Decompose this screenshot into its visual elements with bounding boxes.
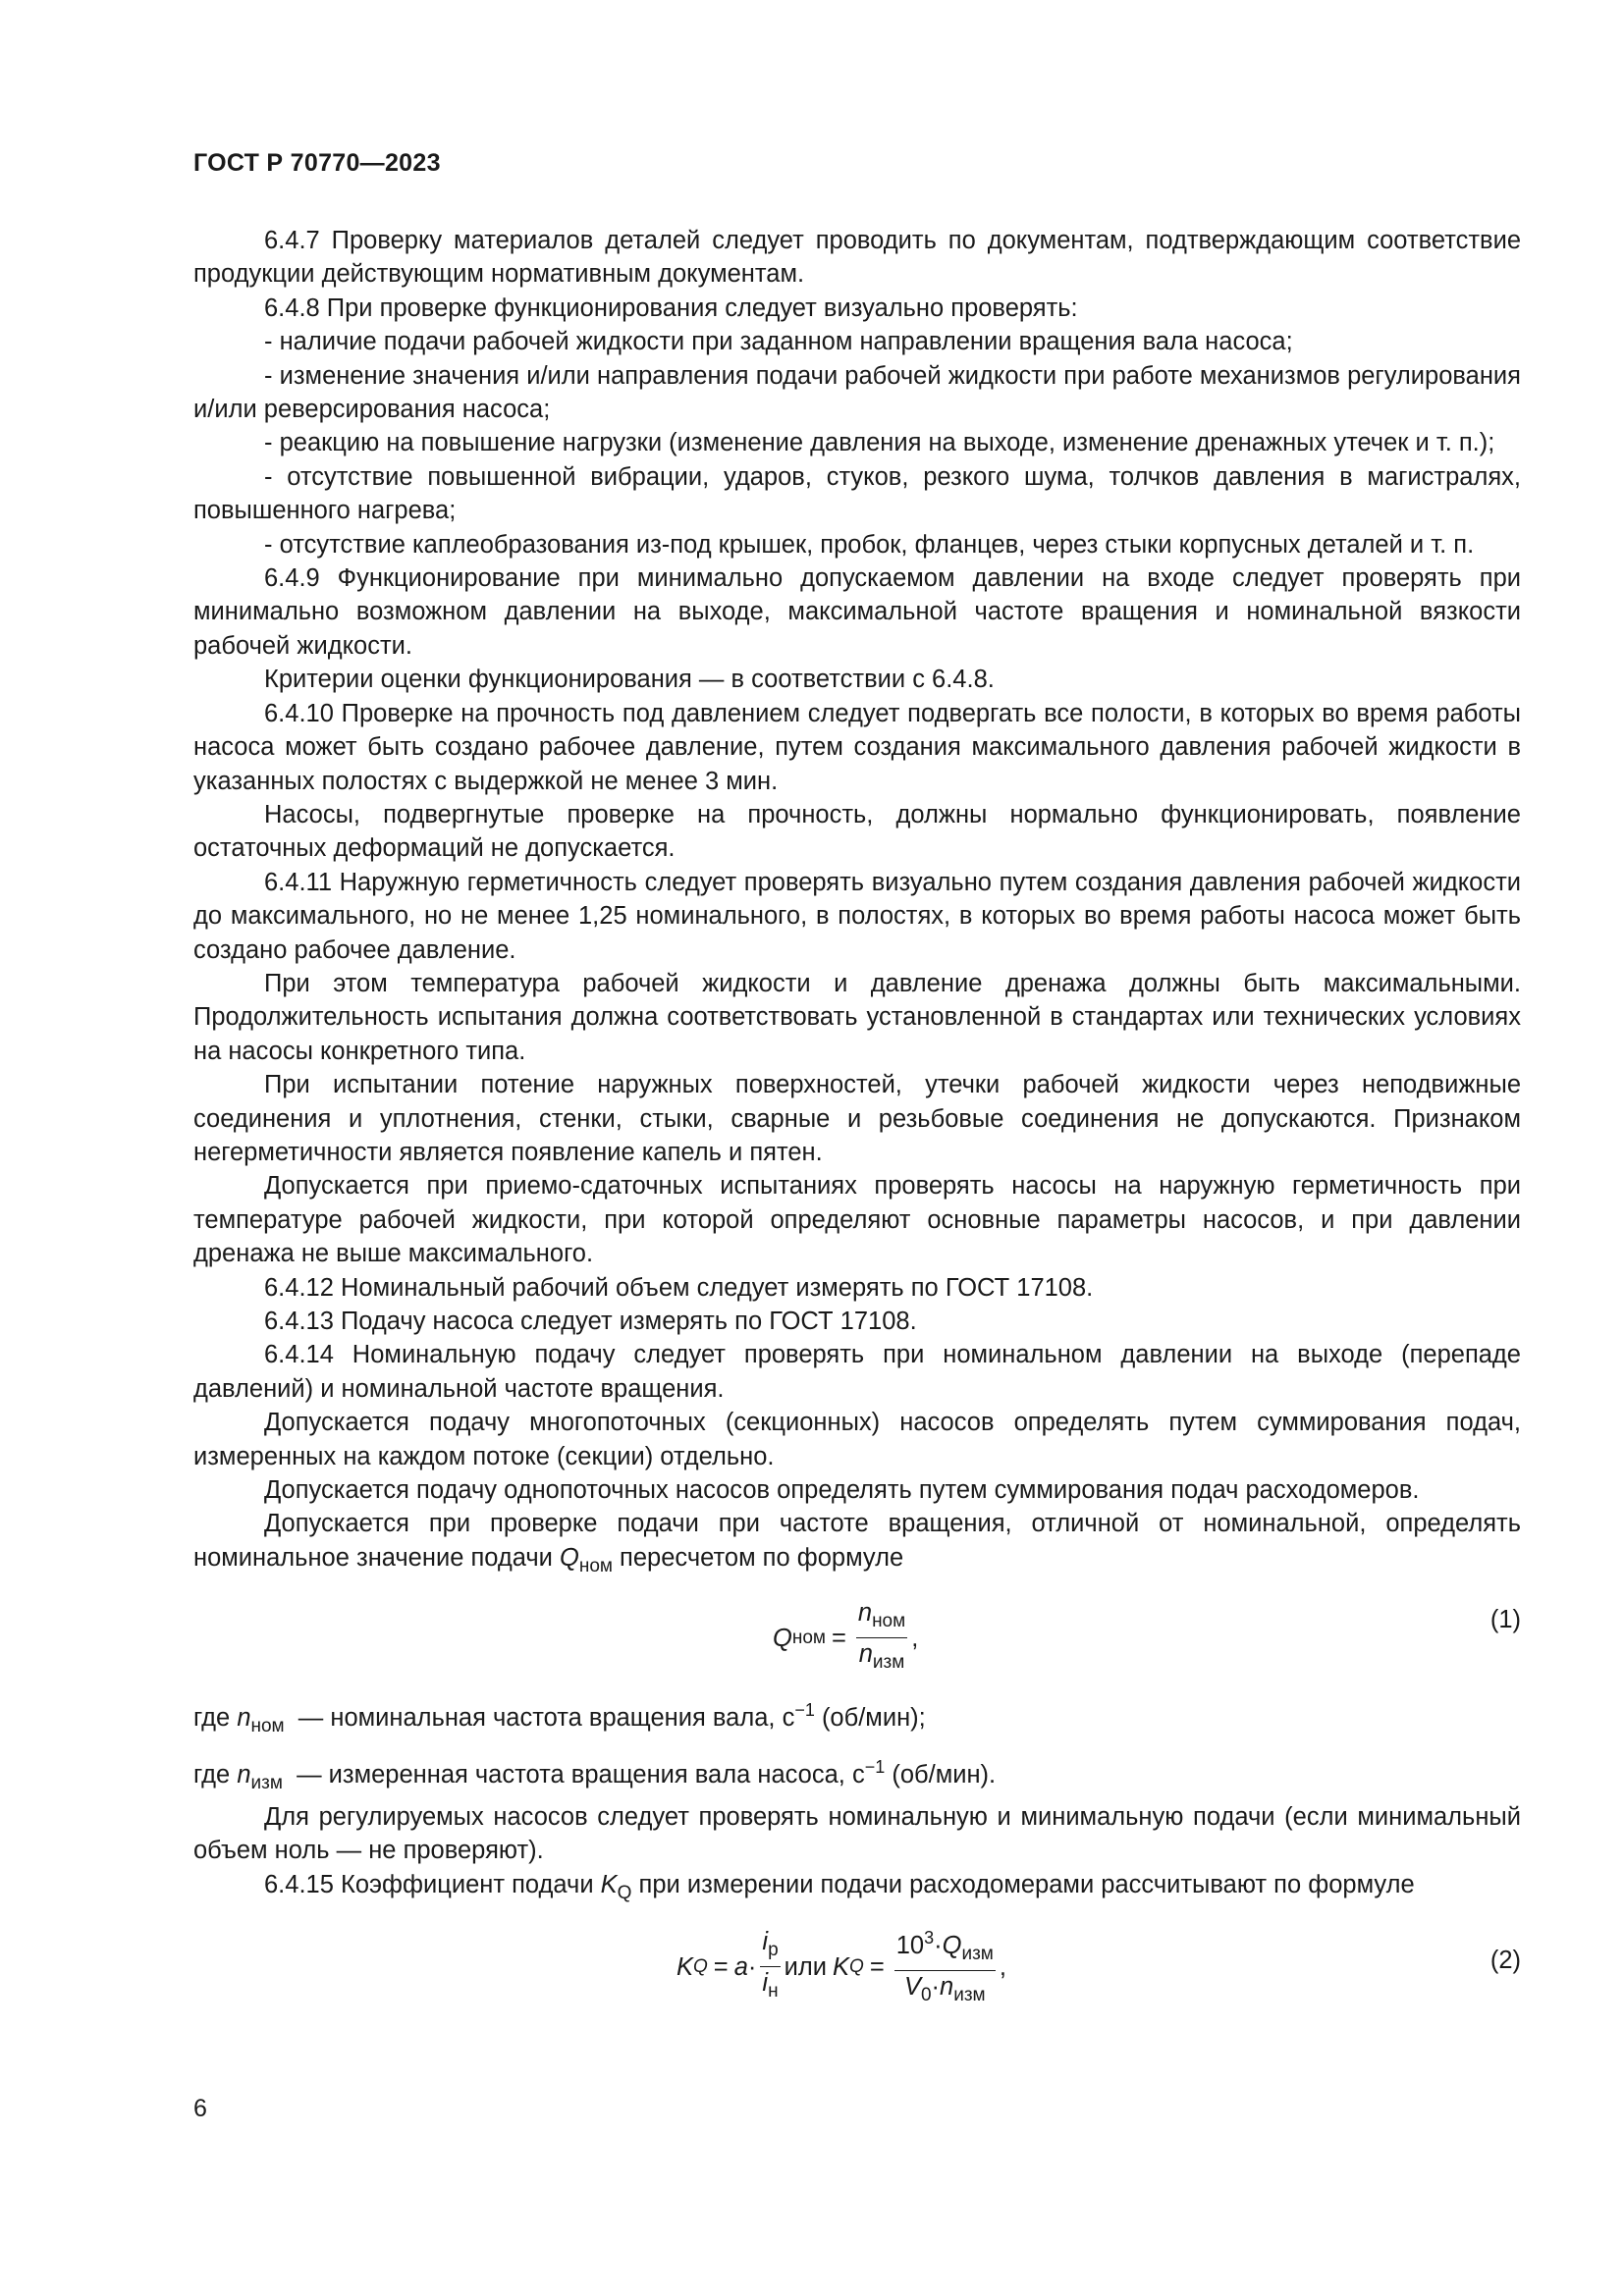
formula-1: Q ном = $\frac{n_{ном}}{n_{изм}}$ , (1)	[773, 1599, 1521, 1674]
paragraph: 6.4.9 Функционирование при минимально допускаемом давлении на входе следует проверять при минимально возможном давлении на выходе, максимальной частоте вращения и номинальной вязкости рабочей жидкости.	[193, 564, 1521, 660]
where-line-1: где $n_{ном}$ — номинальная частота вращения вала, $с^{-1}$ (об/мин);	[193, 1700, 926, 1737]
paragraph-q-intro: Допускается при проверке подачи при частоте вращения, отличной от номинальной, определять номинальное значение подачи $Q_{ном}$ пересчетом по формуле	[193, 1510, 1521, 1576]
paragraph: Допускается подачу многопоточных (секционных) насосов определять путем суммирования подач, измеренных на каждом потоке (секции) отдельно.	[193, 1409, 1521, 1470]
paragraph: Для регулируемых насосов следует проверять номинальную и минимальную подачи (если минимальный объем ноль — не проверяют).	[193, 1803, 1521, 1865]
formula-number: (2)	[1489, 1947, 1521, 1975]
paragraph: Насосы, подвергнутые проверке на прочность, должны нормально функционировать, появление остаточных деформаций не допускается.	[193, 800, 1521, 863]
page-number: 6	[193, 2095, 207, 2122]
paragraph: 6.4.14 Номинальную подачу следует проверять при номинальном давлении на выходе (перепаде давлений) и номинальной частоте вращения.	[193, 1341, 1521, 1403]
paragraph: При этом температура рабочей жидкости и давление дренажа должны быть максимальными. Продолжительность испытания должна соответствовать установленной в стандартах или технических условиях на насосы конкретного типа.	[193, 969, 1521, 1065]
list-item: - наличие подачи рабочей жидкости при заданном направлении вращения вала насоса;	[264, 328, 1293, 356]
paragraph: 6.4.10 Проверке на прочность под давлением следует подвергать все полости, в которых во время работы насоса может быть создано рабочее давление, путем создания максимального давления рабочей жидкости в указанных полостях с выдержкой не менее 3 мин.	[193, 699, 1521, 795]
document-header: ГОСТ Р 70770—2023	[193, 149, 441, 177]
paragraph: 6.4.13 Подачу насоса следует измерять по ГОСТ 17108.	[264, 1308, 917, 1335]
document-body	[193, 224, 1521, 2018]
list-item: - отсутствие каплеобразования из-под крышек, пробок, фланцев, через стыки корпусных деталей и т. п.	[264, 530, 1475, 559]
list-item: - отсутствие повышенной вибрации, ударов, стуков, резкого шума, толчков давления в магистралях, повышенного нагрева;	[193, 462, 1521, 525]
list-item: - изменение значения и/или направления подачи рабочей жидкости при работе механизмов регулирования и/или реверсирования насоса;	[193, 361, 1521, 424]
formula-2: K Q = a · $\frac{i_р}{i_н}$ или K Q = $\frac{10^3\cdot Q_{изм}}{V_0\cdot n_{изм}}$ , (2)	[193, 1910, 1521, 2018]
paragraph: Критерии оценки функционирования — в соответствии с 6.4.8.	[264, 666, 995, 694]
paragraph: 6.4.8 При проверке функционирования следует визуально проверять:	[264, 294, 1078, 322]
paragraph: Допускается подачу однопоточных насосов определять путем суммирования подач расходомеров.	[264, 1476, 1420, 1505]
formula-number: (1)	[1489, 1606, 1521, 1634]
paragraph: 6.4.7 Проверку материалов деталей следует проводить по документам, подтверждающим соответствие продукции действующим нормативным документам.	[193, 227, 1521, 289]
paragraph: 6.4.12 Номинальный рабочий объем следует измерять по ГОСТ 17108.	[264, 1273, 1094, 1302]
paragraph: 6.4.11 Наружную герметичность следует проверять визуально путем создания давления рабочей жидкости до максимального, но не менее 1,25 номинального, в полостях, в которых во время работы насоса может быть создано рабочее давление.	[193, 868, 1521, 964]
paragraph: Допускается при приемо-сдаточных испытаниях проверять насосы на наружную герметичность при температуре рабочей жидкости, при которой определяют основные параметры насосов, и при давлении дренажа не выше максимального.	[193, 1172, 1521, 1268]
paragraph: При испытании потение наружных поверхностей, утечки рабочей жидкости через неподвижные соединения и уплотнения, стенки, стыки, сварные и резьбовые соединения не допускаются. Признаком негерметичности является появление капель и пятен.	[193, 1071, 1521, 1166]
where-line-2: где $n_{изм}$ — измеренная частота вращения вала насоса, $с^{-1}$ (об/мин).	[193, 1756, 997, 1793]
paragraph-kq: 6.4.15 Коэффициент подачи $K_Q$ при измерении подачи расходомерами рассчитывают по формуле	[264, 1870, 1415, 1903]
list-item: - реакцию на повышение нагрузки (изменение давления на выходе, изменение дренажных утечек и т. п.);	[264, 429, 1495, 457]
